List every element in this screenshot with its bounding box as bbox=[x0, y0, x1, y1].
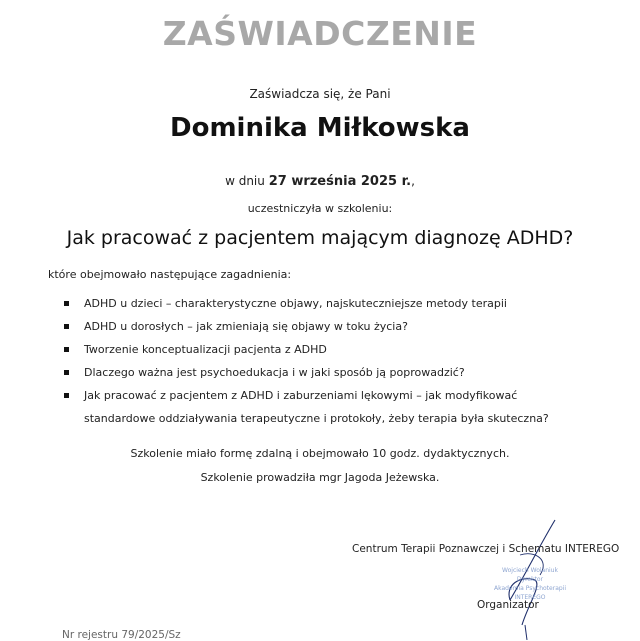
date-line bbox=[0, 174, 640, 189]
participated-line: uczestniczyła w szkoleniu: bbox=[247, 202, 393, 215]
bullet-icon bbox=[64, 370, 69, 375]
topics-intro: które obejmowało następujące zagadnienia: bbox=[48, 268, 292, 281]
topic-item bbox=[62, 315, 582, 338]
training-form-note: Szkolenie miało formę zdalną i obejmowało 10 godz. dydaktycznych. bbox=[130, 447, 510, 460]
bullet-icon bbox=[64, 393, 69, 398]
certificate-title: ZAŚWIADCZENIE bbox=[162, 14, 478, 53]
organizer-name: Centrum Terapii Poznawczej i Schematu INTEREGO bbox=[352, 543, 620, 555]
bullet-icon bbox=[64, 324, 69, 329]
topics-list bbox=[62, 292, 582, 430]
topic-text: ADHD u dorosłych – jak zmieniają się objawy w toku życia? bbox=[84, 320, 408, 333]
registry-number: Nr rejestru 79/2025/Sz bbox=[62, 629, 181, 641]
topic-item bbox=[62, 338, 582, 361]
topic-text: Jak pracować z pacjentem z ADHD i zaburzeniami lękowymi – jak modyfikować standardowe oddziaływania terapeutyczne i protokoły, żeby terapia była skuteczna? bbox=[84, 389, 549, 425]
bullet-icon bbox=[64, 301, 69, 306]
topic-item bbox=[62, 292, 582, 315]
topic-text: Tworzenie konceptualizacji pacjenta z ADHD bbox=[84, 343, 327, 356]
stamp-line: Wojciech Wolaniuk bbox=[502, 567, 558, 574]
topic-text: Dlaczego ważna jest psychoedukacja i w jaki sposób ją poprowadzić? bbox=[84, 366, 465, 379]
date-suffix: , bbox=[411, 174, 415, 188]
topic-item bbox=[62, 384, 582, 430]
stamp-line: Akademia Psychoterapii INTEREGO bbox=[493, 585, 567, 601]
topic-text: ADHD u dzieci – charakterystyczne objawy, najskuteczniejsze metody terapii bbox=[84, 297, 507, 310]
certifies-line: Zaświadcza się, że Pani bbox=[249, 87, 391, 101]
organizer-label: Organizator bbox=[477, 599, 539, 611]
organizer-stamp bbox=[480, 566, 580, 602]
stamp-line: Dyrektor bbox=[516, 576, 544, 583]
bullet-icon bbox=[64, 347, 69, 352]
trainer-note: Szkolenie prowadziła mgr Jagoda Jeżewska. bbox=[200, 471, 440, 484]
date-prefix: w dniu bbox=[225, 174, 265, 188]
topic-item bbox=[62, 361, 582, 384]
course-title: Jak pracować z pacjentem mającym diagnozę ADHD? bbox=[66, 227, 574, 249]
training-date: 27 września 2025 r. bbox=[268, 174, 412, 189]
participant-name: Dominika Miłkowska bbox=[170, 113, 470, 143]
